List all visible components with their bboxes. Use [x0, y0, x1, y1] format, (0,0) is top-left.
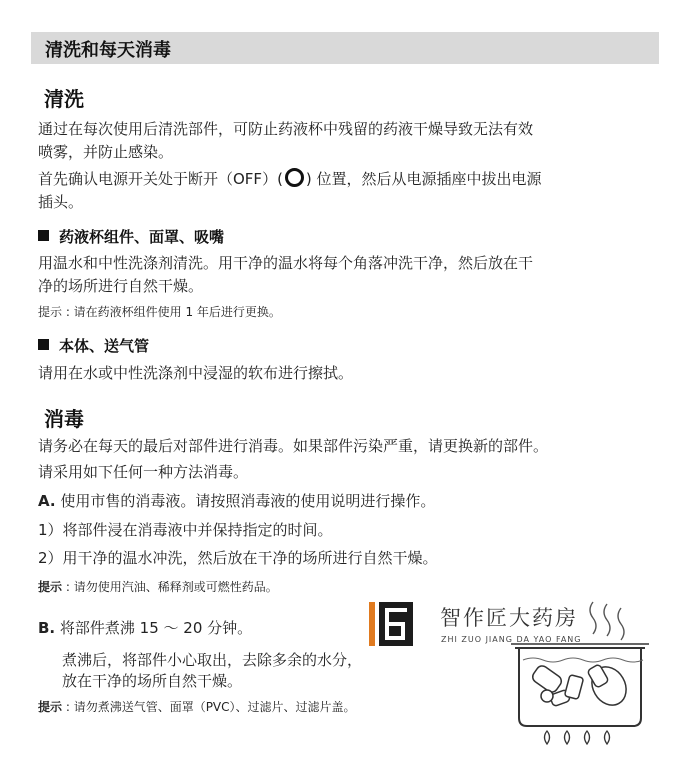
watermark-title: 智作匠大药房 — [440, 606, 578, 630]
method-b-tip-label: 提示 — [38, 700, 63, 714]
method-b-tip — [38, 698, 356, 715]
method-a-step1: 1）将部件浸在消毒液中并保持指定的时间。 — [38, 521, 333, 539]
clean-para2-before: 首先确认电源开关处于断开（OFF）( — [38, 170, 283, 188]
section-header — [31, 32, 659, 64]
method-b-text: 将部件煮沸 15 ～ 20 分钟。 — [55, 619, 253, 637]
subsection-body-tube — [38, 335, 149, 356]
disinfect-line2: 请采用如下任何一种方法消毒。 — [38, 463, 249, 481]
method-a-tip — [38, 578, 278, 595]
subsection-cup-mask — [38, 226, 224, 247]
power-off-ring-icon — [285, 168, 304, 187]
subsection-body-tube-title: 本体、送气管 — [59, 337, 150, 355]
method-a-tip-text: : 请勿使用汽油、稀释剂或可燃性药品。 — [62, 580, 278, 594]
section-header-title: 清洗和每天消毒 — [45, 40, 171, 61]
clean-heading: 清洗 — [44, 87, 84, 111]
method-b-line1: 煮沸后，将部件小心取出，去除多余的水分， — [62, 651, 363, 669]
disinfect-heading: 消毒 — [44, 407, 84, 431]
square-bullet-icon — [38, 339, 49, 350]
clean-para2-after: ) 位置，然后从电源插座中拔出电源 — [305, 170, 542, 188]
cup-mask-line2: 净的场所进行自然干燥。 — [38, 277, 204, 295]
body-tube-line1: 请用在水或中性洗涤剂中浸湿的软布进行擦拭。 — [38, 364, 354, 382]
watermark-logo-icon — [369, 600, 431, 648]
disinfect-line1: 请务必在每天的最后对部件进行消毒。如果部件污染严重，请更换新的部件。 — [38, 437, 549, 455]
clean-para2-line1 — [38, 167, 542, 191]
method-a-step2: 2）用干净的温水冲洗，然后放在干净的场所进行自然干燥。 — [38, 549, 438, 567]
method-a-tip-label: 提示 — [38, 580, 63, 594]
method-b — [38, 616, 252, 640]
watermark-subtitle: ZHI ZUO JIANG DA YAO FANG — [441, 635, 582, 644]
method-b-tip-text: : 请勿煮沸送气管、面罩（PVC）、过滤片、过滤片盖。 — [62, 700, 356, 714]
method-b-label: B. — [38, 619, 56, 637]
method-a-label: A. — [38, 492, 56, 510]
square-bullet-icon — [38, 230, 49, 241]
clean-para1-line2: 喷雾，并防止感染。 — [38, 143, 174, 161]
method-b-line2: 放在干净的场所自然干燥。 — [62, 672, 243, 690]
method-a-text: 使用市售的消毒液。请按照消毒液的使用说明进行操作。 — [55, 492, 436, 510]
clean-para2-line2: 插头。 — [38, 193, 84, 211]
cup-mask-tip: 提示 : 请在药液杯组件使用 1 年后进行更换。 — [38, 305, 281, 319]
clean-para1-line1: 通过在每次使用后清洗部件，可防止药液杯中残留的药液干燥导致无法有效 — [38, 120, 534, 138]
cup-mask-line1: 用温水和中性洗涤剂清洗。用干净的温水将每个角落冲洗干净，然后放在干 — [38, 254, 534, 272]
method-a — [38, 489, 435, 513]
subsection-cup-mask-title: 药液杯组件、面罩、吸嘴 — [59, 228, 225, 246]
